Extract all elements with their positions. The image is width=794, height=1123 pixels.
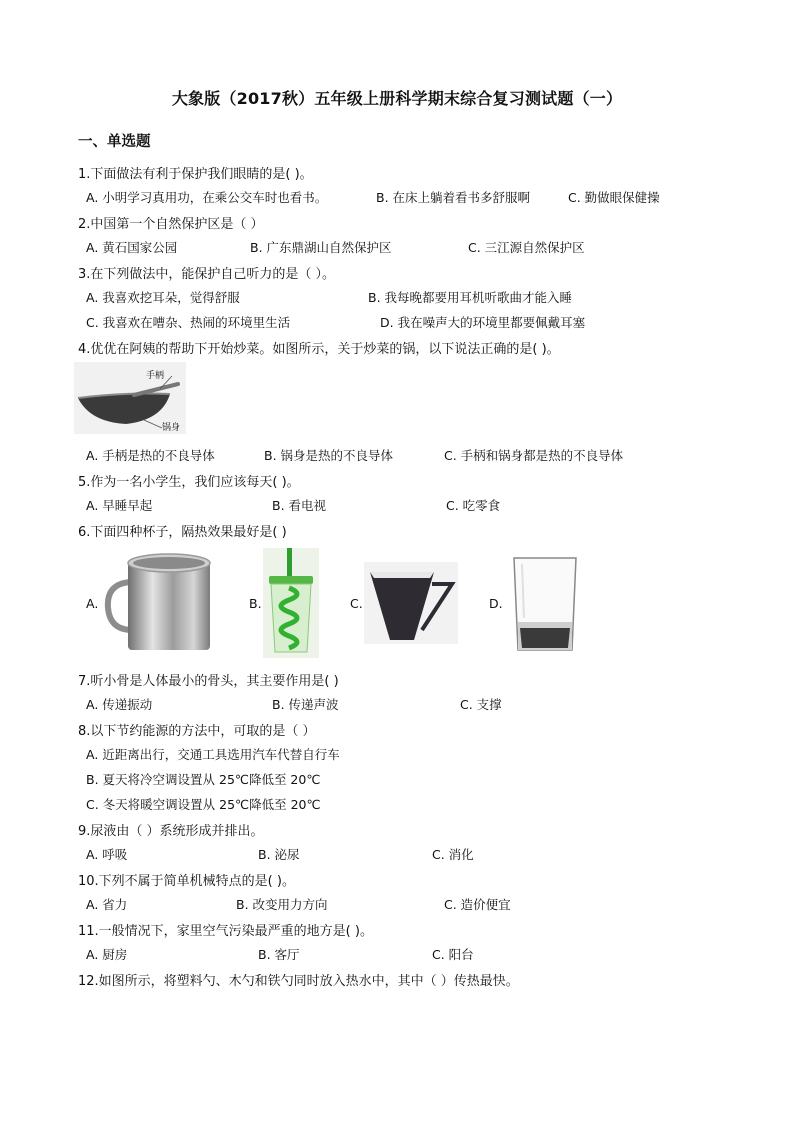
exam-title: 大象版（2017秋）五年级上册科学期末综合复习测试题（一） xyxy=(171,89,623,108)
question-9-stem: 9.尿液由（ ）系统形成并排出。 xyxy=(78,824,264,839)
question-7-option-b[interactable]: B. 传递声波 xyxy=(272,697,339,712)
question-6-option-d[interactable]: D. xyxy=(489,596,503,611)
question-8-stem: 8.以下节约能源的方法中，可取的是（ ） xyxy=(78,724,316,739)
plastic-straw-cup-image xyxy=(263,548,319,658)
question-8-option-c[interactable]: C. 冬天将暖空调设置从 25℃降低至 20℃ xyxy=(86,797,321,812)
straw-cup-icon xyxy=(263,548,319,658)
question-2-option-a[interactable]: A. 黄石国家公园 xyxy=(86,240,178,255)
question-4-option-b[interactable]: B. 锅身是热的不良导体 xyxy=(264,448,394,463)
section-heading: 一、单选题 xyxy=(78,134,151,150)
question-4-stem: 4.优优在阿姨的帮助下开始炒菜。如图所示，关于炒菜的锅，以下说法正确的是( )。 xyxy=(78,342,560,357)
question-5-option-a[interactable]: A. 早睡早起 xyxy=(86,498,153,513)
question-11-option-c[interactable]: C. 阳台 xyxy=(432,947,474,962)
question-5-option-c[interactable]: C. 吃零食 xyxy=(446,498,501,513)
question-11-option-a[interactable]: A. 厨房 xyxy=(86,947,128,962)
question-7-stem: 7.听小骨是人体最小的骨头，其主要作用是( ) xyxy=(78,674,339,689)
question-9-option-a[interactable]: A. 呼吸 xyxy=(86,847,128,862)
question-2-option-b[interactable]: B. 广东鼎湖山自然保护区 xyxy=(250,240,392,255)
glass-cup-icon xyxy=(510,556,580,652)
question-3-option-d[interactable]: D. 我在噪声大的环境里都要佩戴耳塞 xyxy=(380,315,586,330)
question-10-stem: 10.下列不属于简单机械特点的是( )。 xyxy=(78,874,295,889)
question-6-option-b[interactable]: B. xyxy=(249,596,262,611)
wok-figure xyxy=(74,362,186,434)
question-8-option-b[interactable]: B. 夏天将冷空调设置从 25℃降低至 20℃ xyxy=(86,772,321,787)
handle-label: 手柄 xyxy=(146,371,165,381)
question-5-stem: 5.作为一名小学生，我们应该每天( )。 xyxy=(78,475,300,490)
question-10-option-c[interactable]: C. 造价便宜 xyxy=(444,897,511,912)
question-8-option-a[interactable]: A. 近距离出行，交通工具选用汽车代替自行车 xyxy=(86,747,340,762)
question-4-option-a[interactable]: A. 手柄是热的不良导体 xyxy=(86,448,215,463)
question-6-option-a[interactable]: A. xyxy=(86,596,99,611)
question-9-option-c[interactable]: C. 消化 xyxy=(432,847,474,862)
question-6-stem: 6.下面四种杯子，隔热效果最好是( ) xyxy=(78,525,287,540)
question-10-option-a[interactable]: A. 省力 xyxy=(86,897,128,912)
question-6-option-c[interactable]: C. xyxy=(350,596,363,611)
question-2-option-c[interactable]: C. 三江源自然保护区 xyxy=(468,240,585,255)
question-3-option-c[interactable]: C. 我喜欢在嘈杂、热闹的环境里生活 xyxy=(86,315,291,330)
wok-body-label: 锅身 xyxy=(162,423,181,433)
question-3-option-b[interactable]: B. 我每晚都要用耳机听歌曲才能入睡 xyxy=(368,290,573,305)
ceramic-cup-icon xyxy=(364,562,458,644)
ceramic-cup-image xyxy=(364,562,458,644)
steel-mug-icon xyxy=(100,548,216,656)
question-10-option-b[interactable]: B. 改变用力方向 xyxy=(236,897,328,912)
question-1-stem: 1.下面做法有利于保护我们眼睛的是( )。 xyxy=(78,167,313,182)
steel-mug-image xyxy=(100,548,216,656)
question-12-stem: 12.如图所示，将塑料勺、木勺和铁勺同时放入热水中，其中（ ）传热最快。 xyxy=(78,974,519,989)
question-9-option-b[interactable]: B. 泌尿 xyxy=(258,847,300,862)
question-5-option-b[interactable]: B. 看电视 xyxy=(272,498,327,513)
question-1-option-c[interactable]: C. 勤做眼保健操 xyxy=(568,190,660,205)
question-3-stem: 3.在下列做法中，能保护自己听力的是（ ）。 xyxy=(78,267,336,282)
question-7-option-a[interactable]: A. 传递振动 xyxy=(86,697,153,712)
question-3-option-a[interactable]: A. 我喜欢挖耳朵，觉得舒服 xyxy=(86,290,240,305)
question-11-option-b[interactable]: B. 客厅 xyxy=(258,947,300,962)
question-7-option-c[interactable]: C. 支撑 xyxy=(460,697,502,712)
question-1-option-a[interactable]: A. 小明学习真用功，在乘公交车时也看书。 xyxy=(86,190,328,205)
glass-cup-image xyxy=(510,556,580,652)
question-2-stem: 2.中国第一个自然保护区是（ ） xyxy=(78,217,264,232)
question-11-stem: 11.一般情况下，家里空气污染最严重的地方是( )。 xyxy=(78,924,373,939)
question-4-option-c[interactable]: C. 手柄和锅身都是热的不良导体 xyxy=(444,448,624,463)
question-1-option-b[interactable]: B. 在床上躺着看书多舒服啊 xyxy=(376,190,531,205)
